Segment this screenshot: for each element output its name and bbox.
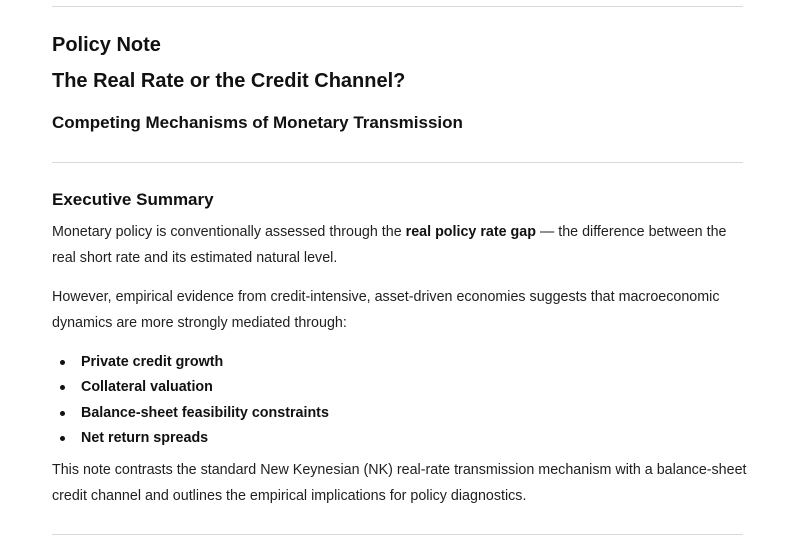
list-item-label: Private credit growth [81, 354, 224, 370]
bullet-icon [60, 411, 65, 416]
bottom-divider [52, 534, 743, 535]
transmission-factors-list [52, 351, 329, 452]
summary-paragraph-1 [52, 220, 752, 271]
list-item-label: Collateral valuation [81, 379, 213, 396]
top-divider [52, 6, 743, 7]
bullet-icon [60, 385, 65, 390]
list-item-label: Balance-sheet feasibility constraints [81, 404, 329, 421]
document-type-label: Policy Note [52, 34, 161, 56]
summary-paragraph-3: This note contrasts the standard New Keynesian (NK) real-rate transmission mechanism with a balance-sheet credit channel and outlines the empirical implications for policy diagnostics. [52, 462, 747, 504]
bullet-icon [60, 436, 65, 441]
bullet-icon [60, 360, 65, 365]
summary-p1-emphasis: real policy rate gap [405, 224, 536, 240]
header-divider [52, 162, 743, 163]
list-item [52, 402, 329, 427]
list-item [52, 427, 329, 452]
summary-p1-text-end: — the difference between the real short rate and its estimated natural level. [52, 224, 727, 266]
page-title: The Real Rate or the Credit Channel? [52, 70, 406, 92]
executive-summary-heading: Executive Summary [52, 190, 214, 209]
list-item-label: Net return spreads [81, 429, 209, 446]
summary-paragraph-2: However, empirical evidence from credit-intensive, asset-driven economies suggests that macroeconomic dynamics are more strongly mediated through: [52, 289, 720, 331]
page-subtitle: Competing Mechanisms of Monetary Transmission [52, 113, 463, 132]
list-item [52, 351, 329, 376]
list-item [52, 376, 329, 401]
summary-p1-text-start: Monetary policy is conventionally assessed through the [52, 224, 406, 240]
